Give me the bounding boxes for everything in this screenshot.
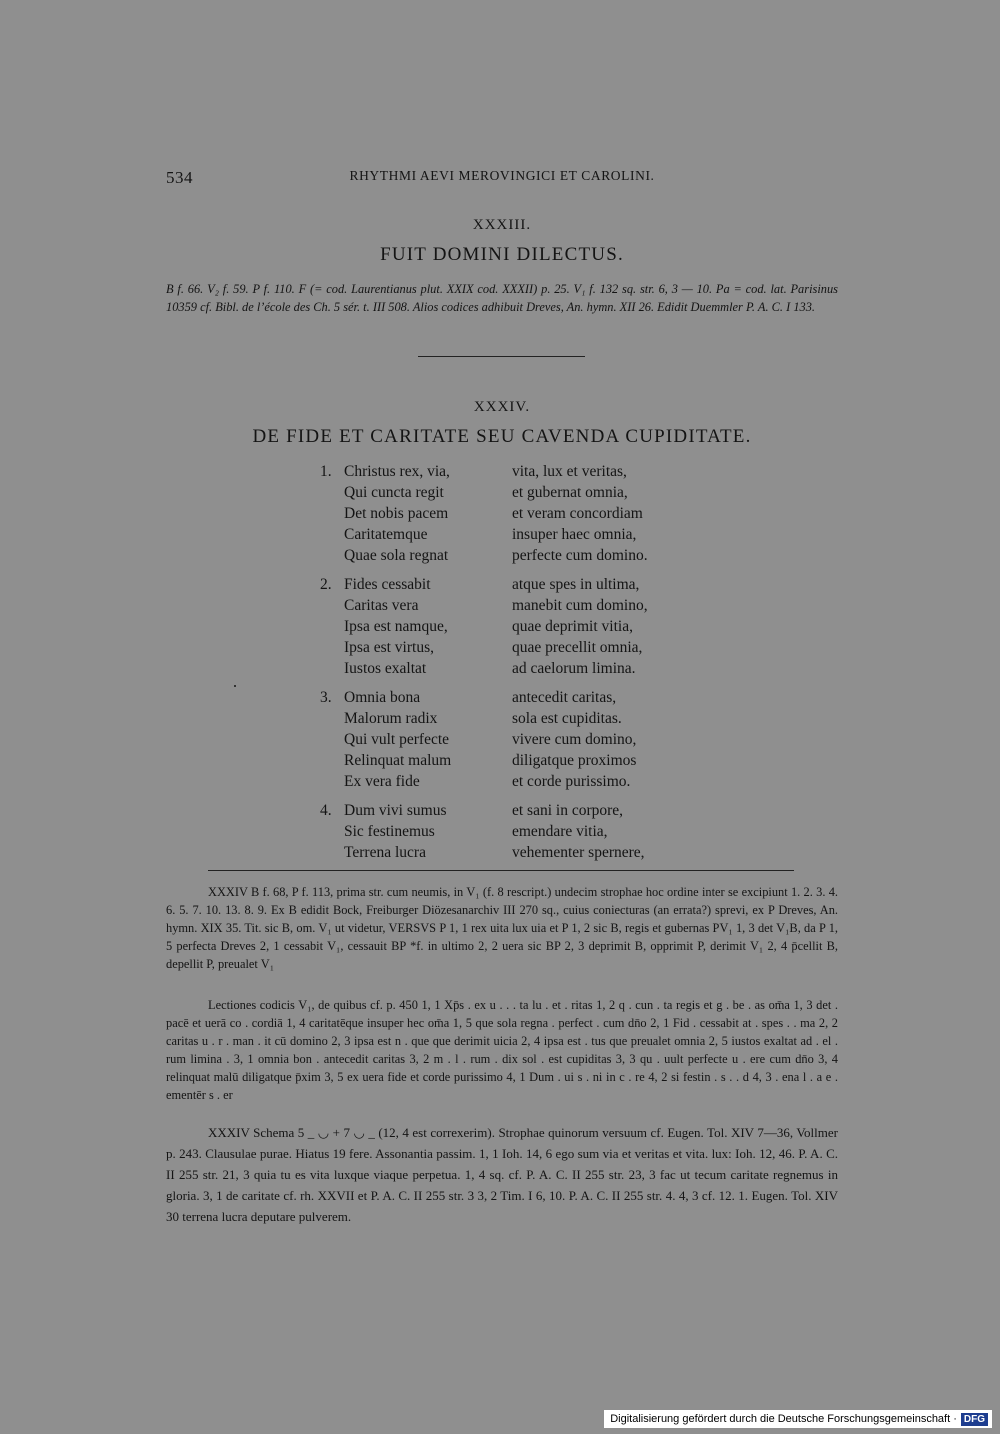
- second-hemistich: atque spes in ultima,: [512, 576, 640, 593]
- page-number: 534: [166, 168, 193, 187]
- stanza-number: 1.: [320, 463, 332, 480]
- poem-34-title: DE FIDE ET CARITATE SEU CAVENDA CUPIDITATE.: [252, 426, 752, 447]
- verse-line: [318, 821, 698, 842]
- first-hemistich: Dum vivi sumus: [344, 802, 447, 819]
- paper-speck: [234, 685, 236, 687]
- verse-line: [318, 842, 698, 863]
- stanza-3: [318, 687, 698, 792]
- second-hemistich: diligatque proximos: [512, 752, 637, 769]
- critical-apparatus: XXXIV B f. 68, P f. 113, prima str. cum neumis, in V₁ (f. 8 rescript.) undecim strophae hoc ordine inter se excipiunt 1. 2. 3. 4. 6. 5. 7. 10. 13. 8. 9. Ex B edidit Bock, Freiburger Diözesanarchiv III 270 sq., cuius coniecturas (an errata?) sprevi, ex P Dreves, An. hymn. XIX 35. Tit. sic B, om. V₁ ut videtur, VERSVS P 1, 1 rex uita lux uia et P 1, 2 sic B, regis et gubernas PV₁ 1, 3 det V₁B, da P 1, 5 perfecta Dreves 2, 1 cessabit V₁, cessauit BP *f. in ultimo 2, 2 uera sic BP 2, 3 deprimit B, opprimit P, derimit V₁ 2, 4 p̄cellit B, depellit P, preualet V₁: [166, 885, 838, 971]
- verse-line: [318, 545, 698, 566]
- second-hemistich: ad caelorum limina.: [512, 660, 636, 677]
- first-hemistich: Sic festinemus: [344, 823, 435, 840]
- first-hemistich: Caritatemque: [344, 526, 428, 543]
- commentary-notes: XXXIV Schema 5 _ ◡ + 7 ◡ _ (12, 4 est correxerim). Strophae quinorum versuum cf. Eugen. Tol. XIV 7—36, Vollmer p. 243. Clausulae purae. Hiatus 19 fere. Assonantia passim. 1, 1 Ioh. 14, 6 ego sum via et veritas et vita. lux: Ioh. 12, 46. P. A. C. II 255 str. 21, 3 quia tu es vita luxque viaque perpetua. 1, 4 sq. cf. P. A. C. II 255 str. 23, 3 fac ut tecum caritate regnemus in gloria. 3, 1 de caritate cf. rh. XXVII et P. A. C. II 255 str. 3 3, 2 Tim. I 6, 10. P. A. C. II 255 str. 4. 4, 3 cf. 12. 1. Eugen. Tol. XIV 30 terrena lucra deputare pulverem.: [166, 1125, 838, 1224]
- digitization-credit: [604, 1410, 992, 1428]
- first-hemistich: Fides cessabit: [344, 576, 431, 593]
- verse-line: [318, 461, 698, 482]
- second-hemistich: et veram concordiam: [512, 505, 643, 522]
- first-hemistich: Terrena lucra: [344, 844, 426, 861]
- verse-line: [318, 616, 698, 637]
- verse-line: [318, 771, 698, 792]
- running-head: RHYTHMI AEVI MEROVINGICI ET CAROLINI.: [349, 168, 655, 183]
- stanza-4: [318, 800, 698, 863]
- stanza-number: 2.: [320, 576, 332, 593]
- first-hemistich: Relinquat malum: [344, 752, 452, 769]
- second-hemistich: et sani in corpore,: [512, 802, 624, 819]
- first-hemistich: Ipsa est namque,: [344, 618, 448, 635]
- credit-text: Digitalisierung gefördert durch die Deutsche Forschungsgemeinschaft ·: [610, 1413, 957, 1425]
- poem-33-title: FUIT DOMINI DILECTUS.: [380, 244, 624, 265]
- verse-line: [318, 503, 698, 524]
- dfg-logo: DFG: [961, 1413, 988, 1426]
- verse-line: [318, 524, 698, 545]
- section-divider: [418, 356, 585, 357]
- verse-line: [318, 637, 698, 658]
- second-hemistich: insuper haec omnia,: [512, 526, 637, 543]
- first-hemistich: Ipsa est virtus,: [344, 639, 434, 656]
- verse-line: [318, 574, 698, 595]
- first-hemistich: Qui vult perfecte: [344, 731, 450, 748]
- second-hemistich: quae precellit omnia,: [512, 639, 643, 656]
- second-hemistich: et gubernat omnia,: [512, 484, 628, 501]
- apparatus-divider: [208, 870, 794, 871]
- verse-line: [318, 800, 698, 821]
- stanza-number: 4.: [320, 802, 332, 819]
- second-hemistich: vehementer spernere,: [512, 844, 645, 861]
- verse-line: [318, 595, 698, 616]
- first-hemistich: Det nobis pacem: [344, 505, 449, 522]
- second-hemistich: emendare vitia,: [512, 823, 608, 840]
- second-hemistich: et corde purissimo.: [512, 773, 631, 790]
- verse-line: [318, 687, 698, 708]
- first-hemistich: Quae sola regnat: [344, 547, 449, 564]
- second-hemistich: antecedit caritas,: [512, 689, 617, 706]
- second-hemistich: vivere cum domino,: [512, 731, 637, 748]
- first-hemistich: Malorum radix: [344, 710, 438, 727]
- codex-readings: Lectiones codicis V₁, de quibus cf. p. 450 1, 1 Xp̄s . ex u . . . ta lu . et . ritas 1, 2 q . cun . ta regis et g . be . as om̄a 1, 3 det . pacē et uerā co . cordiā 1, 4 caritatēque insuper hec om̄a 1, 5 que sola regna . perfect . cum dn̄o 2, 1 Fid . cessabit at . spes . . ma 2, 2 caritas u . r . man . it cū domino 2, 3 ipsa est n . que que derimit uicia 2, 4 ipsa est . tus que preualet omnia 2, 5 iustos exaltat ad . el . rum limina . 3, 1 omnia bon . antecedit caritas 3, 2 m . l . rum . dix sol . est cupiditas 3, 3 qu . uult perfecte u . ere cum dn̄o 3, 4 relinquat malū diligatque p̄xim 3, 5 ex uera fide et corde purissimo 4, 1 Dum . ui s . ni in c . re 4, 2 si festin . s . . d 4, 3 . ena l . a e . ementēr s . er: [166, 998, 838, 1102]
- verse-line: [318, 482, 698, 503]
- first-hemistich: Qui cuncta regit: [344, 484, 444, 501]
- verse-line: [318, 708, 698, 729]
- first-hemistich: Christus rex, via,: [344, 463, 450, 480]
- poem-33-number: XXXIII.: [472, 217, 532, 233]
- first-hemistich: Iustos exaltat: [344, 660, 427, 677]
- first-hemistich: Ex vera fide: [344, 773, 420, 790]
- second-hemistich: manebit cum domino,: [512, 597, 648, 614]
- second-hemistich: quae deprimit vitia,: [512, 618, 633, 635]
- verse-line: [318, 750, 698, 771]
- stanza-number: 3.: [320, 689, 332, 706]
- poem-34-number: XXXIV.: [473, 399, 531, 415]
- second-hemistich: perfecte cum domino.: [512, 547, 648, 564]
- verse-line: [318, 729, 698, 750]
- second-hemistich: sola est cupiditas.: [512, 710, 622, 727]
- poem-33-sigla: B f. 66. V₂ f. 59. P f. 110. F (= cod. Laurentianus plut. XXIX cod. XXXII) p. 25. V₁ f. 132 sq. str. 6, 3 — 10. Pa = cod. lat. Parisinus 10359 cf. Bibl. de l’école des Ch. 5 sér. t. III 508. Alios codices adhibuit Dreves, An. hymn. XII 26. Edidit Duemmler P. A. C. I 133.: [166, 282, 838, 314]
- page-header: [166, 168, 838, 190]
- first-hemistich: Caritas vera: [344, 597, 419, 614]
- second-hemistich: vita, lux et veritas,: [512, 463, 627, 480]
- first-hemistich: Omnia bona: [344, 689, 421, 706]
- stanza-2: [318, 574, 698, 679]
- stanza-1: [318, 461, 698, 566]
- verse-line: [318, 658, 698, 679]
